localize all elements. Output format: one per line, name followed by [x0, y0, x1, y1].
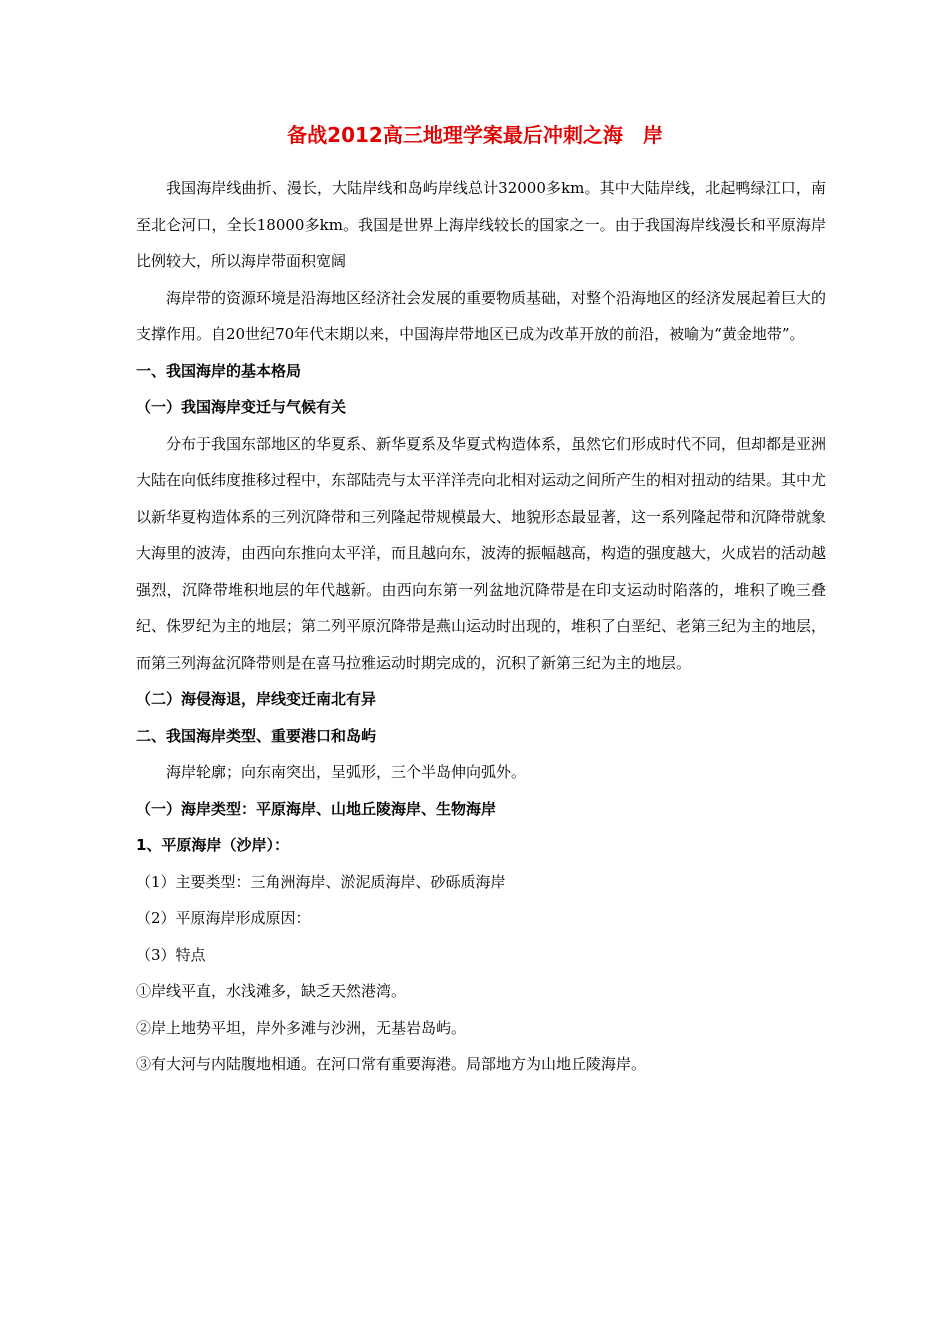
item-heading-plain-coast: 1、平原海岸（沙岸）：	[136, 836, 289, 854]
section-heading-1: 一、我国海岸的基本格局	[136, 361, 302, 380]
document-title: 备战2012高三地理学案最后冲刺之海 岸	[287, 123, 663, 147]
subsection-heading-2-1: （一）海岸类型：平原海岸、山地丘陵海岸、生物海岸	[136, 799, 497, 818]
list-item-feature-2: ②岸上地势平坦，岸外多滩与沙洲，无基岩岛屿。	[136, 1018, 467, 1037]
subsection-heading-1-2: （二）海侵海退，岸线变迁南北有异	[136, 690, 377, 708]
paragraph-tectonic-systems: 分布于我国东部地区的华夏系、新华夏系及华夏式构造体系，虽然它们形成时代不同，但却都是亚洲大陆在向低纬度推移过程中，东部陆壳与太平洋洋壳向北相对运动之间所产生的相对扭动的结果。其中尤以新华夏构造体系的三列沉降带和三列隆起带规模最大、地貌形态最显著，这一系列隆起带和沉降带就象大海里的波涛，由西向东推向太平洋，而且越向东，波涛的振幅越高，构造的强度越大，火成岩的活动越强烈，沉降带堆积地层的年代越新。由西向东第一列盆地沉降带是在印支运动时陷落的，堆积了晚三叠纪、侏罗纪为主的地层；第二列平原沉降带是燕山运动时出现的，堆积了白垩纪、老第三纪为主的地层，而第三列海盆沉降带则是在喜马拉雅运动时期完成的，沉积了新第三纪为主的地层。	[136, 434, 827, 672]
list-item-features: （3）特点	[136, 945, 206, 964]
subsection-heading-1-1: （一）我国海岸变迁与气候有关	[136, 398, 347, 416]
list-item-main-types: （1）主要类型：三角洲海岸、淤泥质海岸、砂砾质海岸	[136, 872, 506, 891]
paragraph-coastal-resources: 海岸带的资源环境是沿海地区经济社会发展的重要物质基础，对整个沿海地区的经济发展起着巨大的支撑作用。自20世纪70年代末期以来，中国海岸带地区已成为改革开放的前沿，被喻为“黄金地带”。	[136, 288, 827, 343]
paragraph-coast-outline: 海岸轮廓；向东南突出，呈弧形，三个半岛伸向弧外。	[166, 763, 527, 781]
list-item-feature-3: ③有大河与内陆腹地相通。在河口常有重要海港。局部地方为山地丘陵海岸。	[136, 1055, 647, 1073]
list-item-feature-1: ①岸线平直，水浅滩多，缺乏天然港湾。	[136, 982, 407, 1000]
paragraph-coastline-length: 我国海岸线曲折、漫长，大陆岸线和岛屿岸线总计32000多km。其中大陆岸线，北起鸭绿江口，南至北仑河口，全长18000多km。我国是世界上海岸线较长的国家之一。由于我国海岸线漫长和平原海岸比例较大，所以海岸带面积宽阔	[136, 179, 826, 270]
section-heading-2: 二、我国海岸类型、重要港口和岛屿	[136, 726, 377, 745]
list-item-formation-cause: （2）平原海岸形成原因：	[136, 909, 311, 927]
document-body	[136, 170, 826, 1083]
